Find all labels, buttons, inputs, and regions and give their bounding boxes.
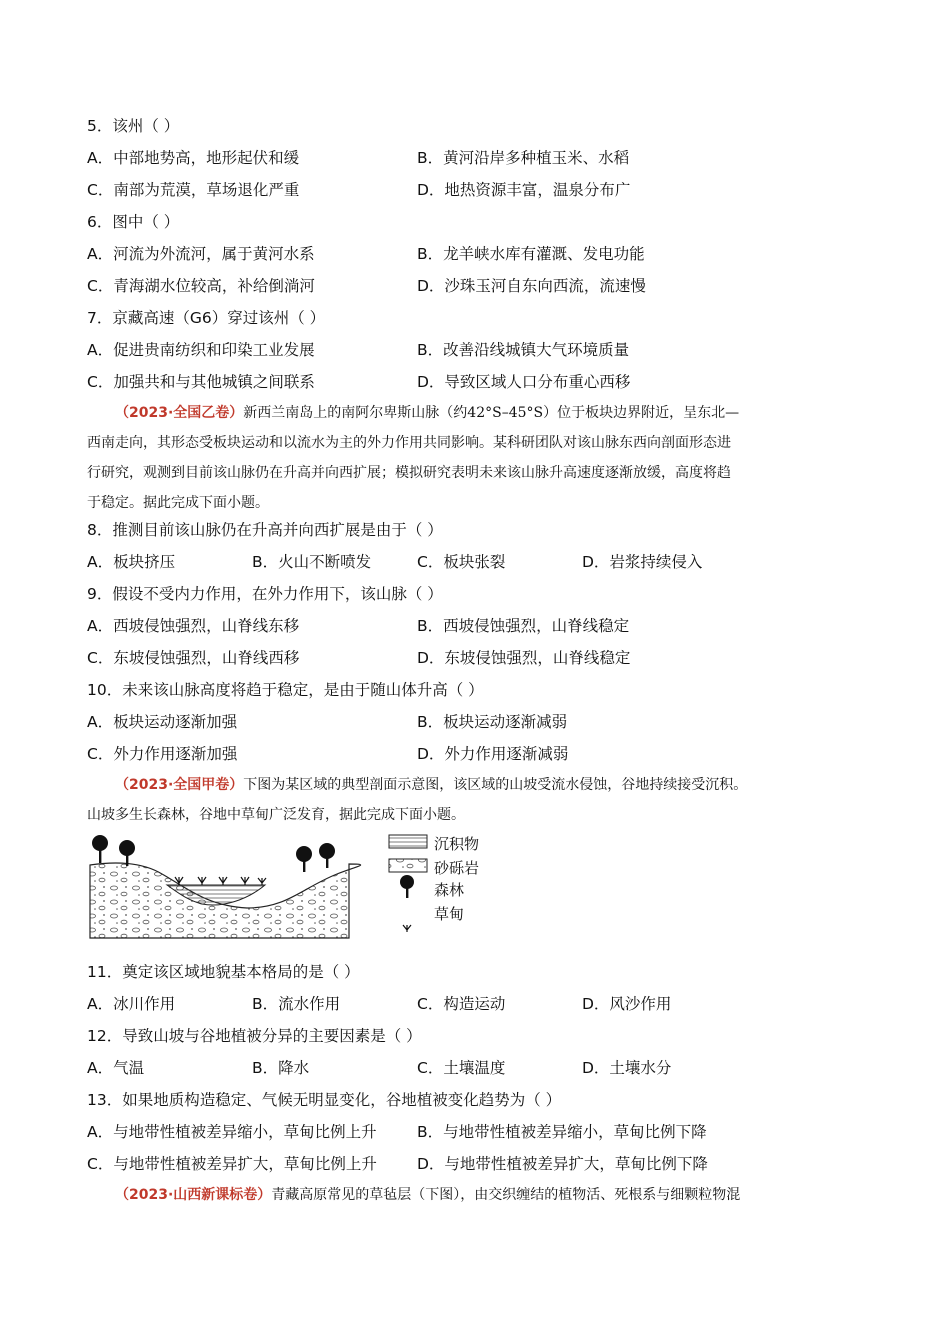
forest-icon xyxy=(296,843,335,872)
question-8-options xyxy=(87,552,867,572)
option-d: D．导致区域人口分布重心西移 xyxy=(417,373,631,391)
option-b: B．黄河沿岸多种植玉米、水稻 xyxy=(417,149,630,167)
question-6-options-row2 xyxy=(87,276,867,296)
option-b: B．龙羊峡水库有灌溉、发电功能 xyxy=(417,245,645,263)
option-c: C．构造运动 xyxy=(417,995,506,1013)
forest-icon xyxy=(92,835,135,866)
legend-sediment: 沉积物 xyxy=(434,835,480,853)
passage-1 xyxy=(87,398,867,518)
forest-legend-icon xyxy=(400,875,414,898)
option-a: A．河流为外流河，属于黄河水系 xyxy=(87,245,315,263)
passage-line: 行研究，观测到目前该山脉仍在升高并向西扩展；模拟研究表明未来该山脉升高速度逐渐放缓，高度将趋 xyxy=(87,465,731,481)
source-tag: （2023·山西新课标卷） xyxy=(115,1187,272,1203)
passage-line: 西南走向，其形态受板块运动和以流水为主的外力作用共同影响。某科研团队对该山脉东西向剖面形态进 xyxy=(87,435,731,451)
option-c: C．青海湖水位较高，补给倒淌河 xyxy=(87,277,315,295)
question-7-options-row1 xyxy=(87,340,867,360)
meadow-icon xyxy=(175,877,266,885)
option-c: C．与地带性植被差异扩大，草甸比例上升 xyxy=(87,1155,377,1173)
option-a: A．促进贵南纺织和印染工业发展 xyxy=(87,341,315,359)
option-a: A．冰川作用 xyxy=(87,995,176,1013)
question-10-stem: 10．未来该山脉高度将趋于稳定，是由于随山体升高（ ） xyxy=(87,681,484,699)
question-10-options-row1 xyxy=(87,712,867,732)
source-tag: （2023·全国乙卷） xyxy=(115,405,244,421)
option-d: D．与地带性植被差异扩大，草甸比例下降 xyxy=(417,1155,708,1173)
question-11-options xyxy=(87,994,867,1014)
question-12-options xyxy=(87,1058,867,1078)
passage-line: 山坡多生长森林，谷地中草甸广泛发育，据此完成下面小题。 xyxy=(87,807,465,823)
option-c: C．外力作用逐渐加强 xyxy=(87,745,238,763)
legend-gravel: 砂砾岩 xyxy=(434,859,480,877)
option-c: C．土壤温度 xyxy=(417,1059,506,1077)
question-8-stem: 8．推测目前该山脉仍在升高并向西扩展是由于（ ） xyxy=(87,521,443,539)
question-13-options-row1 xyxy=(87,1122,867,1142)
passage-line: 新西兰南岛上的南阿尔卑斯山脉（约42°S–45°S）位于板块边界附近，呈东北— xyxy=(243,405,740,421)
option-a: A．气温 xyxy=(87,1059,145,1077)
option-b: B．西坡侵蚀强烈，山脊线稳定 xyxy=(417,617,630,635)
question-13-stem: 13．如果地质构造稳定、气候无明显变化，谷地植被变化趋势为（ ） xyxy=(87,1091,562,1109)
option-d: D．风沙作用 xyxy=(582,995,672,1013)
option-a: A．板块挤压 xyxy=(87,553,176,571)
source-tag: （2023·全国甲卷） xyxy=(115,777,244,793)
cross-section-diagram xyxy=(87,828,487,946)
passage-2 xyxy=(87,770,867,830)
passage-line: 青藏高原常见的草毡层（下图），由交织缠结的植物活、死根系与细颗粒物混 xyxy=(271,1187,741,1203)
question-9-options-row1 xyxy=(87,616,867,636)
option-b: B．板块运动逐渐减弱 xyxy=(417,713,568,731)
option-c: C．加强共和与其他城镇之间联系 xyxy=(87,373,315,391)
passage-3 xyxy=(87,1180,867,1210)
question-11-stem: 11．奠定该区域地貌基本格局的是（ ） xyxy=(87,963,360,981)
question-5-options-row2 xyxy=(87,180,867,200)
passage-line: 于稳定。据此完成下面小题。 xyxy=(87,495,269,511)
option-d: D．地热资源丰富，温泉分布广 xyxy=(417,181,631,199)
option-a: A．与地带性植被差异缩小，草甸比例上升 xyxy=(87,1123,377,1141)
option-a: A．板块运动逐渐加强 xyxy=(87,713,238,731)
option-b: B．火山不断喷发 xyxy=(252,553,372,571)
meadow-legend-icon xyxy=(403,925,411,932)
option-d: D．岩浆持续侵入 xyxy=(582,553,703,571)
question-13-options-row2 xyxy=(87,1154,867,1174)
option-b: B．与地带性植被差异缩小，草甸比例下降 xyxy=(417,1123,707,1141)
option-d: D．沙珠玉河自东向西流，流速慢 xyxy=(417,277,646,295)
option-c: C．南部为荒漠，草场退化严重 xyxy=(87,181,300,199)
option-d: D．东坡侵蚀强烈，山脊线稳定 xyxy=(417,649,631,667)
option-c: C．东坡侵蚀强烈，山脊线西移 xyxy=(87,649,300,667)
option-a: A．西坡侵蚀强烈，山脊线东移 xyxy=(87,617,300,635)
question-9-stem: 9．假设不受内力作用，在外力作用下，该山脉（ ） xyxy=(87,585,443,603)
option-d: D．土壤水分 xyxy=(582,1059,672,1077)
question-12-stem: 12．导致山坡与谷地植被分异的主要因素是（ ） xyxy=(87,1027,422,1045)
passage-line: 下图为某区域的典型剖面示意图，该区域的山坡受流水侵蚀，谷地持续接受沉积。 xyxy=(243,777,748,793)
question-5-stem: 5．该州（ ） xyxy=(87,117,180,135)
option-b: B．降水 xyxy=(252,1059,310,1077)
question-6-options-row1 xyxy=(87,244,867,264)
option-b: B．改善沿线城镇大气环境质量 xyxy=(417,341,630,359)
question-7-stem: 7．京藏高速（G6）穿过该州（ ） xyxy=(87,309,326,327)
question-7-options-row2 xyxy=(87,372,867,392)
option-c: C．板块张裂 xyxy=(417,553,506,571)
legend-forest: 森林 xyxy=(434,881,465,899)
option-b: B．流水作用 xyxy=(252,995,341,1013)
question-6-stem: 6．图中（ ） xyxy=(87,213,180,231)
sediment-legend-swatch xyxy=(389,835,427,848)
gravel-legend-swatch xyxy=(389,859,427,872)
question-10-options-row2 xyxy=(87,744,867,764)
legend-meadow: 草甸 xyxy=(434,905,465,923)
option-a: A．中部地势高，地形起伏和缓 xyxy=(87,149,300,167)
question-5-options-row1 xyxy=(87,148,867,168)
question-9-options-row2 xyxy=(87,648,867,668)
option-d: D．外力作用逐渐减弱 xyxy=(417,745,569,763)
